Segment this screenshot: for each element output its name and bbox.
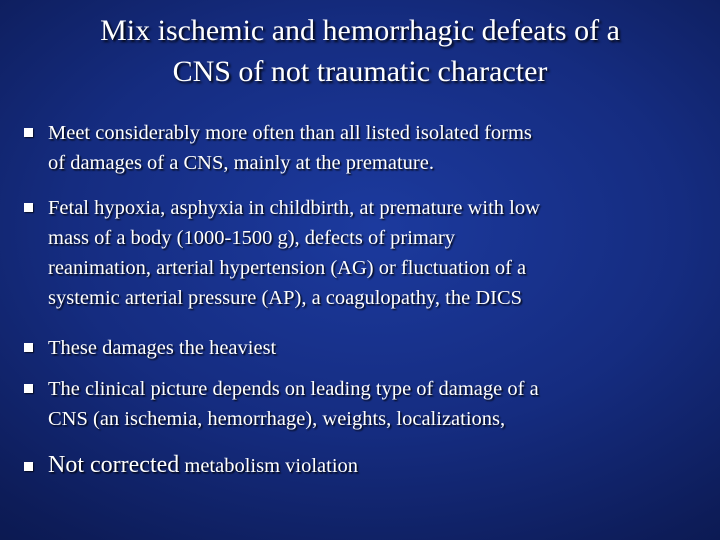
bullet-item xyxy=(48,374,708,434)
square-bullet-icon xyxy=(24,462,33,471)
bullet-line: These damages the heaviest xyxy=(48,337,277,359)
bullet-text: metabolism violation xyxy=(184,455,359,477)
bullet-line: CNS (an ischemia, hemorrhage), weights, localizations, xyxy=(48,408,506,430)
bullet-line: Fetal hypoxia, asphyxia in childbirth, at premature with low xyxy=(48,197,540,219)
bullet-line: systemic arterial pressure (AP), a coagulopathy, the DICS xyxy=(48,287,523,309)
bullet-line: of damages of a CNS, mainly at the premature. xyxy=(48,152,434,174)
bullet-line: mass of a body (1000-1500 g), defects of primary xyxy=(48,227,456,249)
bullet-emphasis: Not corrected xyxy=(48,452,180,478)
bullet-line: Meet considerably more often than all listed isolated forms xyxy=(48,122,532,144)
square-bullet-icon xyxy=(24,128,33,137)
bullet-line: reanimation, arterial hypertension (AG) or fluctuation of a xyxy=(48,257,527,279)
bullet-item xyxy=(48,118,708,178)
bullet-item xyxy=(48,193,708,313)
bullet-item xyxy=(48,333,708,363)
square-bullet-icon xyxy=(24,203,33,212)
square-bullet-icon xyxy=(24,343,33,352)
title-line-1: Mix ischemic and hemorrhagic defeats of a xyxy=(100,14,620,47)
title-line-2: CNS of not traumatic character xyxy=(172,55,548,88)
bullet-line xyxy=(48,450,708,481)
square-bullet-icon xyxy=(24,384,33,393)
bullet-item xyxy=(48,450,708,481)
bullet-line: The clinical picture depends on leading type of damage of a xyxy=(48,378,539,400)
